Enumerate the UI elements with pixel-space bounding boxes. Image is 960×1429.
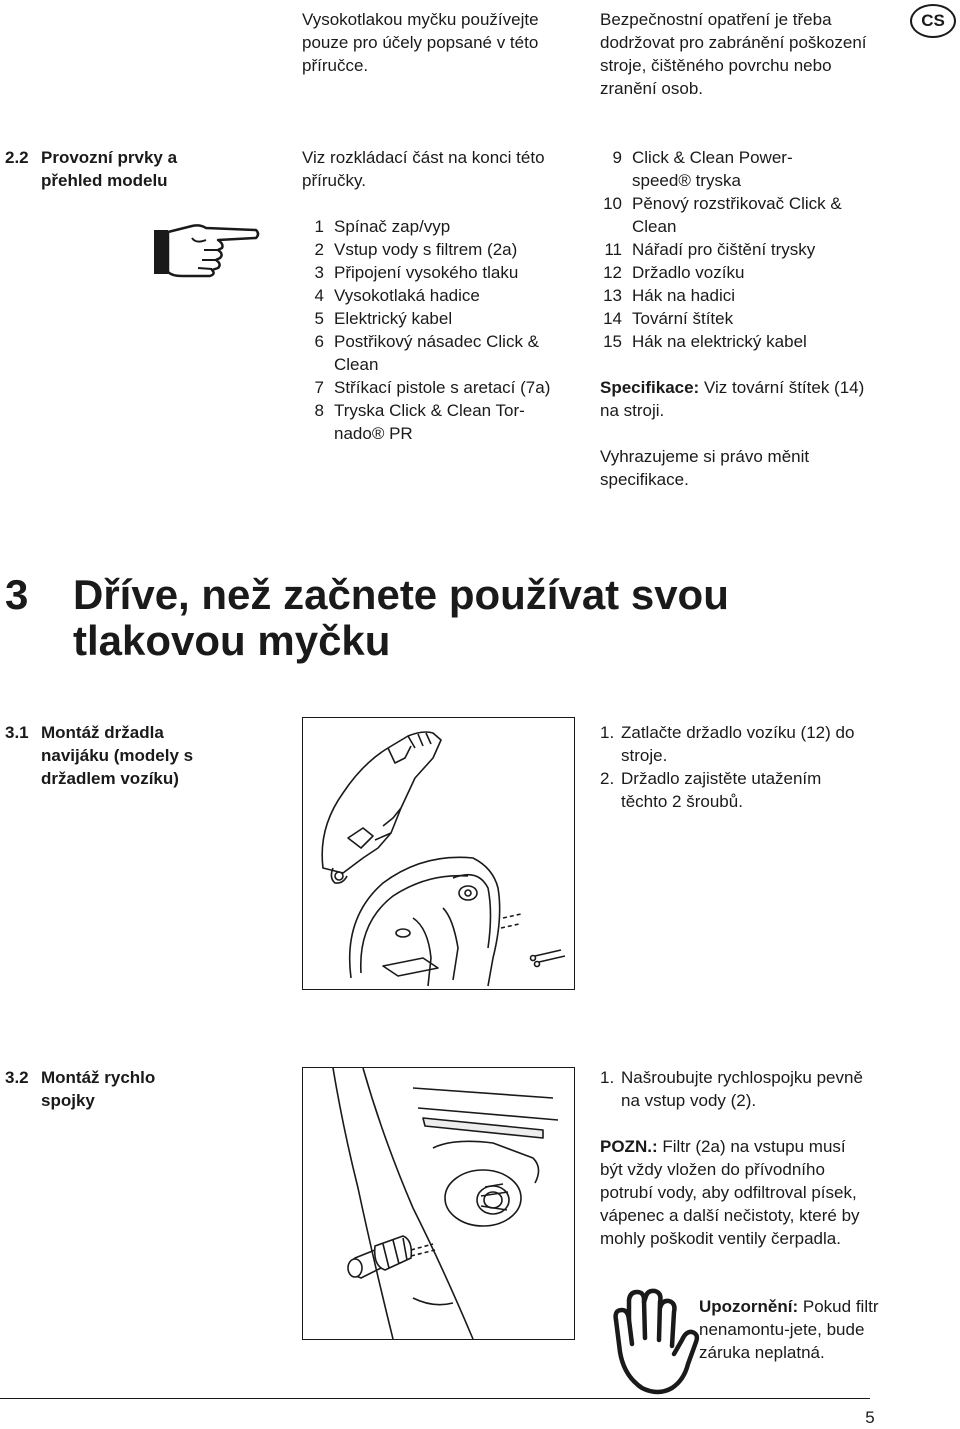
- page-number: 5: [865, 1408, 875, 1427]
- usage-note: Vysokotlakou myčku používejte pouze pro účely popsané v této příručce.: [302, 10, 539, 75]
- section-2-2-title: Provozní prvky a přehled modelu: [41, 148, 178, 190]
- list-item: 9 Click & Clean Power-speed® tryska: [612, 148, 793, 190]
- chapter-3-number: 3: [5, 571, 29, 618]
- section-2-2-number: 2.2: [5, 148, 29, 167]
- list-item: 5 Elektrický kabel: [314, 309, 453, 328]
- section-3-1-title: Montáž držadla navijáku (modely s držadlem vozíku): [41, 723, 194, 788]
- note-label: POZN.:: [600, 1137, 658, 1156]
- list-item: 13 Hák na hadici: [603, 286, 736, 305]
- specification-text: Viz tovární štítek (14) na stroji.: [600, 378, 865, 420]
- list-item: 6 Postřikový násadec Click & Clean: [314, 332, 540, 374]
- list-item: 15 Hák na elektrický kabel: [603, 332, 807, 351]
- filter-note: [600, 1135, 862, 1250]
- list-item: 1. Našroubujte rychlospojku pevně na vstup vody (2).: [600, 1068, 863, 1110]
- list-item: 11 Nářadí pro čištění trysky: [604, 240, 816, 259]
- list-item: 14 Tovární štítek: [603, 309, 734, 328]
- footer-rule: [0, 1398, 870, 1399]
- note-text: Filtr (2a) na vstupu musí být vždy vložen do přívodního potrubí vody, aby odfiltroval písek, vápenec a další nečistoty, které by mohly poškodit ventily čerpadla.: [600, 1137, 860, 1248]
- list-item: 10 Pěnový rozstřikovač Click & Clean: [603, 194, 842, 236]
- section-3-1-number: 3.1: [5, 723, 29, 742]
- reserve-note: Vyhrazujeme si právo měnit specifikace.: [600, 447, 810, 489]
- list-item: 1 Spínač zap/vyp: [314, 217, 451, 236]
- handle-mounting-figure: [302, 717, 575, 990]
- controls-list-left: [302, 215, 572, 445]
- chapter-3-title: Dříve, než začnete používat svou tlakovou myčku: [73, 571, 729, 664]
- section-3-2-number: 3.2: [5, 1068, 29, 1087]
- list-item: 3 Připojení vysokého tlaku: [314, 263, 519, 282]
- warning-label: Upozornění:: [699, 1297, 799, 1316]
- safety-note: Bezpečnostní opatření je třeba dodržovat pro zabránění poškození stroje, čištěného povrchu nebo zranění osob.: [600, 10, 867, 98]
- list-item: 8 Tryska Click & Clean Tor-nado® PR: [314, 401, 525, 443]
- language-badge: CS: [910, 4, 956, 38]
- warning-text: Pokud filtr nenamontu-jete, bude záruka neplatná.: [699, 1297, 879, 1362]
- specification: [600, 376, 870, 422]
- controls-list-right: [600, 146, 880, 353]
- exploded-view-reference: Viz rozkládací část na konci této příručky.: [302, 148, 545, 190]
- section-3-2-title: Montáž rychlo spojky: [41, 1068, 156, 1110]
- handle-steps: [600, 721, 870, 813]
- warranty-warning: [699, 1295, 879, 1364]
- list-item: 12 Držadlo vozíku: [603, 263, 745, 282]
- coupler-steps: [600, 1066, 870, 1112]
- list-item: 2 Vstup vody s filtrem (2a): [314, 240, 518, 259]
- pointing-hand-icon: [152, 218, 262, 278]
- stop-hand-icon: [602, 1288, 702, 1400]
- list-item: 7 Stříkací pistole s aretací (7a): [314, 378, 551, 397]
- quick-coupler-figure: [302, 1067, 575, 1340]
- specification-label: Specifikace:: [600, 378, 700, 397]
- list-item: 2. Držadlo zajistěte utažením těchto 2 šroubů.: [600, 769, 822, 811]
- list-item: 4 Vysokotlaká hadice: [314, 286, 480, 305]
- list-item: 1. Zatlačte držadlo vozíku (12) do stroje.: [600, 723, 855, 765]
